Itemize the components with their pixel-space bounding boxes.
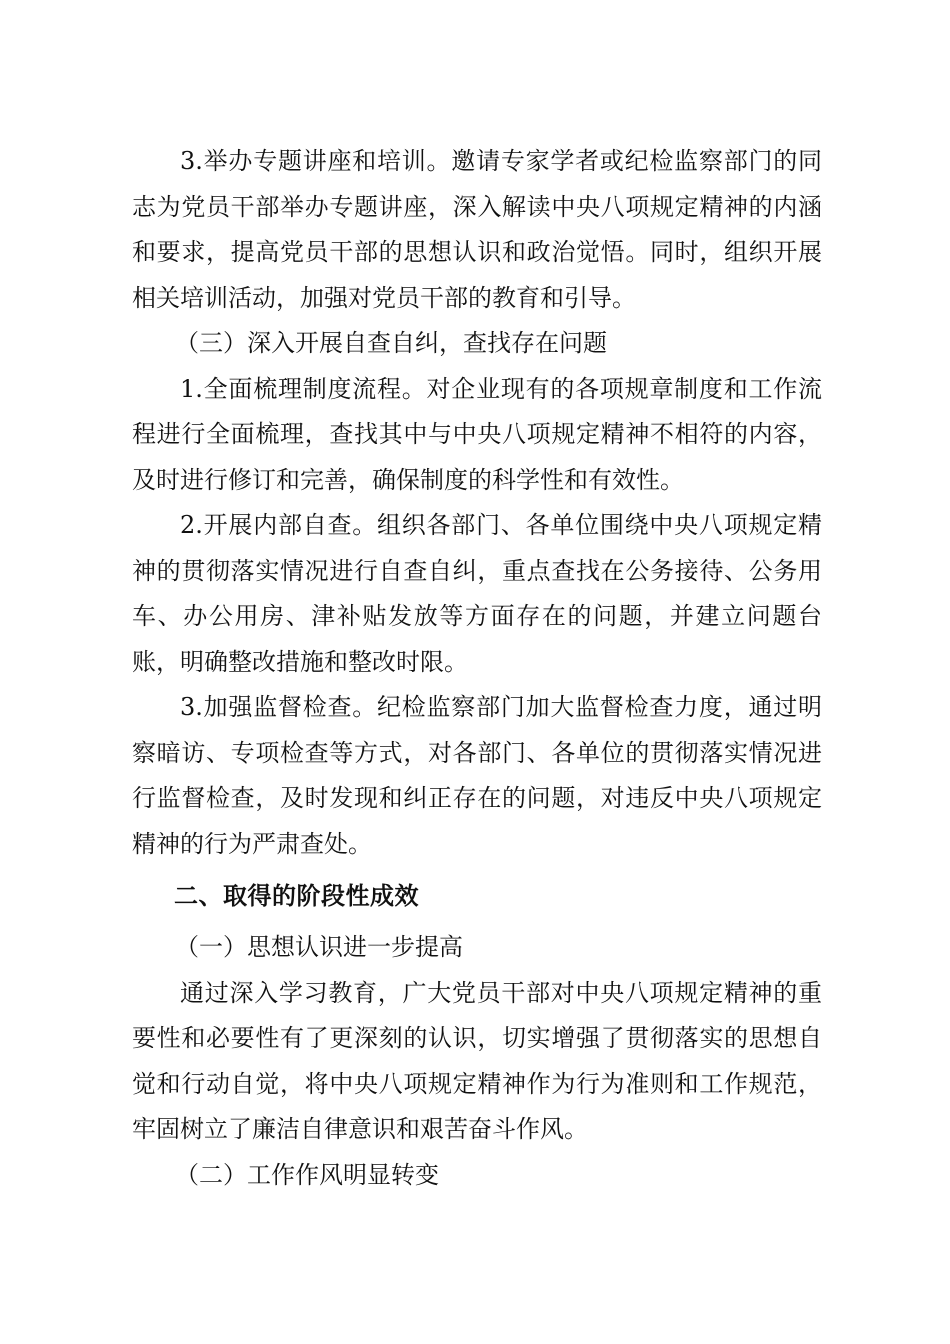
- subheading-self-inspection: （三）深入开展自查自纠，查找存在问题: [175, 329, 607, 357]
- paragraph-review-systems: 1.全面梳理制度流程。对企业现有的各项规章制度和工作流程进行全面梳理，查找其中与中央八项规定精神不相符的内容，及时进行修订和完善，确保制度的科学性和有效性。: [132, 374, 822, 494]
- paragraph-supervision: 3.加强监督检查。纪检监察部门加大监督检查力度，通过明察暗访、专项检查等方式，对各部门、各单位的贯彻落实情况进行监督检查，及时发现和纠正存在的问题，对违反中央八项规定精神的行为严肃查处。: [132, 693, 822, 858]
- paragraph-awareness: 通过深入学习教育，广大党员干部对中央八项规定精神的重要性和必要性有了更深刻的认识，切实增强了贯彻落实的思想自觉和行动自觉，将中央八项规定精神作为行为准则和工作规范，牢固树立了廉洁自律意识和艰苦奋斗作风。: [132, 978, 822, 1143]
- subheading-awareness: （一）思想认识进一步提高: [175, 933, 463, 961]
- paragraph-lecture-training: 3.举办专题讲座和培训。邀请专家学者或纪检监察部门的同志为党员干部举办专题讲座，深入解读中央八项规定精神的内涵和要求，提高党员干部的思想认识和政治觉悟。同时，组织开展相关培训活动，加强对党员干部的教育和引导。: [132, 147, 822, 312]
- section-heading-achievements: 二、取得的阶段性成效: [174, 882, 419, 910]
- subheading-work-style: （二）工作作风明显转变: [175, 1160, 439, 1189]
- paragraph-internal-inspection: 2.开展内部自查。组织各部门、各单位围绕中央八项规定精神的贯彻落实情况进行自查自纠，重点查找在公务接待、公务用车、办公用房、津补贴发放等方面存在的问题，并建立问题台账，明确整改措施和整改时限。: [132, 511, 822, 676]
- document-body: [132, 139, 822, 1198]
